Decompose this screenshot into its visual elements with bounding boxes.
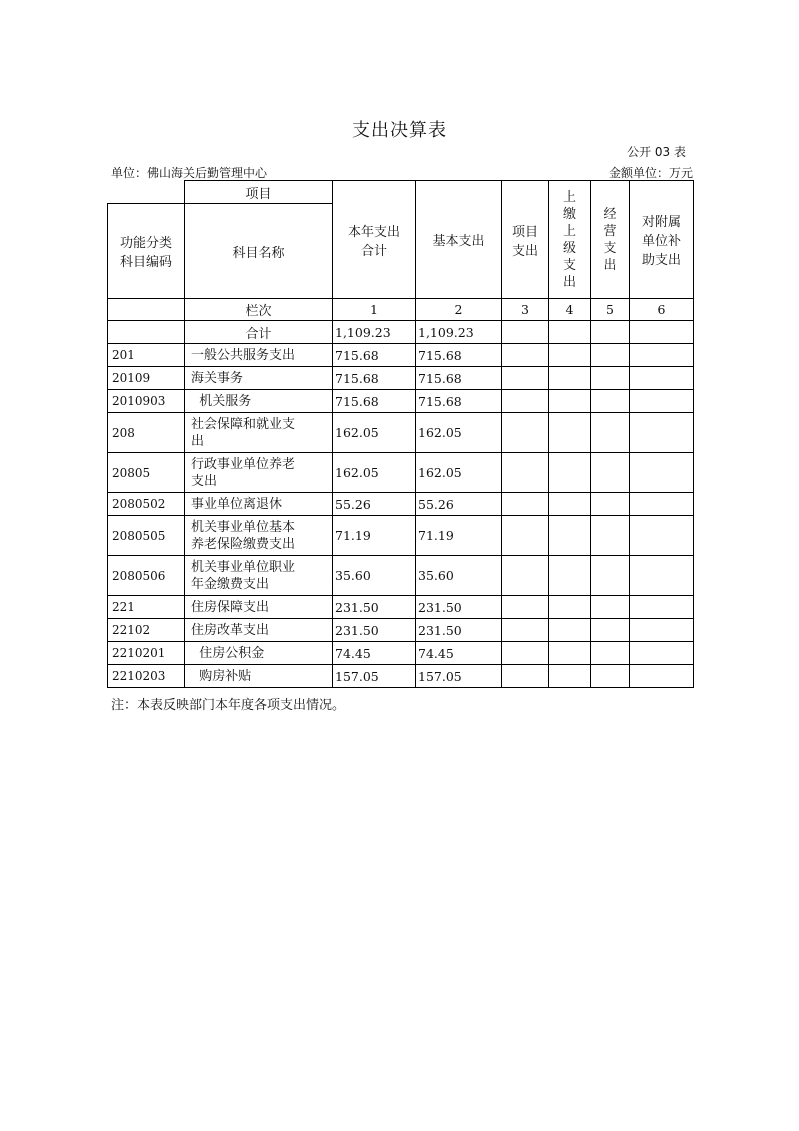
row-empty-cell <box>630 619 694 642</box>
row-total: 162.05 <box>333 453 416 493</box>
table-row <box>108 413 694 453</box>
row-subject-name-line: 行政事业单位养老 <box>191 456 296 472</box>
table-row <box>108 516 694 556</box>
amount-unit: 金额单位：万元 <box>608 166 693 180</box>
total-row <box>108 321 694 344</box>
table-row <box>108 619 694 642</box>
header-upper-payment-char: 上 <box>562 223 576 239</box>
row-empty-cell <box>549 619 591 642</box>
row-basic: 715.68 <box>416 367 502 390</box>
row-empty-cell <box>549 390 591 413</box>
row-code: 2210203 <box>108 665 185 688</box>
row-empty-cell <box>549 642 591 665</box>
row-empty-cell <box>630 344 694 367</box>
row-total: 715.68 <box>333 390 416 413</box>
row-code: 2210201 <box>108 642 185 665</box>
unit-name: 单位：佛山海关后勤管理中心 <box>111 166 268 180</box>
row-subject-name-line: 年金缴费支出 <box>191 576 270 592</box>
row-subject-name-line: 住房公积金 <box>191 645 265 661</box>
row-subject-name-line: 出 <box>191 433 205 449</box>
row-subject-name-line: 一般公共服务支出 <box>191 347 296 363</box>
row-subject-name <box>185 516 333 556</box>
header-subject-name: 科目名称 <box>185 204 333 299</box>
table-row <box>108 367 694 390</box>
row-empty-cell <box>630 642 694 665</box>
row-total: 55.26 <box>333 493 416 516</box>
row-subject-name <box>185 619 333 642</box>
row-empty-cell <box>502 453 549 493</box>
row-subject-name-line: 海关事务 <box>191 370 244 386</box>
row-empty-cell <box>549 453 591 493</box>
row-code: 2080506 <box>108 556 185 596</box>
header-subsidy-line2: 单位补 <box>641 234 681 249</box>
row-subject-name <box>185 596 333 619</box>
row-empty-cell <box>591 390 630 413</box>
table-row <box>108 390 694 413</box>
header-project-exp <box>502 181 549 299</box>
row-empty-cell <box>549 493 591 516</box>
row-subject-name <box>185 390 333 413</box>
header-func-code <box>108 204 185 299</box>
row-empty-cell <box>502 493 549 516</box>
table-row <box>108 556 694 596</box>
row-subject-name <box>185 556 333 596</box>
total-row-total: 1,109.23 <box>333 321 416 344</box>
column-index-2: 2 <box>416 299 502 321</box>
row-subject-name-line: 事业单位离退休 <box>191 496 283 512</box>
row-empty-cell <box>591 596 630 619</box>
header-project-exp-line1: 项目 <box>511 224 538 240</box>
table-row <box>108 493 694 516</box>
header-total <box>333 181 416 299</box>
row-empty-cell <box>630 413 694 453</box>
header-operating-char: 支 <box>603 240 617 256</box>
header-upper-payment-char: 出 <box>562 274 576 290</box>
row-empty-cell <box>549 516 591 556</box>
row-basic: 162.05 <box>416 413 502 453</box>
row-total: 71.19 <box>333 516 416 556</box>
row-empty-cell <box>549 367 591 390</box>
row-basic: 74.45 <box>416 642 502 665</box>
row-subject-name-line: 机关事业单位职业 <box>191 559 296 575</box>
total-row-empty-5 <box>591 321 630 344</box>
total-row-empty-6 <box>630 321 694 344</box>
column-index-label: 栏次 <box>185 299 333 321</box>
row-empty-cell <box>549 344 591 367</box>
header-upper-payment <box>549 181 591 299</box>
row-basic: 71.19 <box>416 516 502 556</box>
row-subject-name-line: 住房保障支出 <box>191 599 270 615</box>
row-basic: 157.05 <box>416 665 502 688</box>
row-empty-cell <box>591 413 630 453</box>
header-subsidy-line3: 助支出 <box>641 253 681 268</box>
total-row-blank <box>108 321 185 344</box>
row-empty-cell <box>502 665 549 688</box>
row-empty-cell <box>630 453 694 493</box>
row-code: 208 <box>108 413 185 453</box>
row-empty-cell <box>549 665 591 688</box>
expenditure-table <box>107 180 694 688</box>
row-code: 2080505 <box>108 516 185 556</box>
row-subject-name-line: 支出 <box>191 473 218 489</box>
row-empty-cell <box>630 665 694 688</box>
row-empty-cell <box>502 344 549 367</box>
header-upper-payment-char: 支 <box>562 257 576 273</box>
row-subject-name-line: 住房改革支出 <box>191 622 270 638</box>
column-index-4: 4 <box>549 299 591 321</box>
row-empty-cell <box>630 493 694 516</box>
table-row <box>108 665 694 688</box>
row-subject-name <box>185 493 333 516</box>
row-subject-name-line: 机关服务 <box>191 393 252 409</box>
header-operating <box>591 181 630 299</box>
table-row <box>108 642 694 665</box>
header-func-code-line1: 功能分类 <box>119 236 172 251</box>
row-empty-cell <box>591 556 630 596</box>
header-project: 项目 <box>185 181 333 204</box>
header-func-code-line2: 科目编码 <box>119 255 172 270</box>
header-operating-char: 出 <box>603 257 617 273</box>
header-upper-payment-char: 级 <box>562 240 576 256</box>
row-empty-cell <box>502 556 549 596</box>
row-empty-cell <box>549 596 591 619</box>
header-basic: 基本支出 <box>416 181 502 299</box>
row-empty-cell <box>630 556 694 596</box>
row-subject-name <box>185 413 333 453</box>
total-row-basic: 1,109.23 <box>416 321 502 344</box>
row-total: 157.05 <box>333 665 416 688</box>
row-empty-cell <box>591 516 630 556</box>
total-row-empty-3 <box>502 321 549 344</box>
header-upper-payment-char: 上 <box>562 189 576 205</box>
row-empty-cell <box>549 556 591 596</box>
table-number: 公开 03 表 <box>627 145 686 159</box>
row-subject-name-line: 购房补贴 <box>191 668 252 684</box>
row-empty-cell <box>591 642 630 665</box>
row-subject-name <box>185 642 333 665</box>
row-code: 201 <box>108 344 185 367</box>
row-basic: 715.68 <box>416 344 502 367</box>
row-basic: 55.26 <box>416 493 502 516</box>
header-operating-char: 经 <box>603 206 617 222</box>
row-code: 2010903 <box>108 390 185 413</box>
total-row-empty-4 <box>549 321 591 344</box>
row-empty-cell <box>591 619 630 642</box>
column-index-5: 5 <box>591 299 630 321</box>
table-row <box>108 453 694 493</box>
table-row <box>108 344 694 367</box>
row-subject-name-line: 社会保障和就业支 <box>191 416 296 432</box>
header-operating-char: 营 <box>603 223 617 239</box>
row-empty-cell <box>502 413 549 453</box>
row-empty-cell <box>591 493 630 516</box>
row-subject-name <box>185 665 333 688</box>
column-index-1: 1 <box>333 299 416 321</box>
row-code: 20805 <box>108 453 185 493</box>
row-empty-cell <box>591 665 630 688</box>
row-empty-cell <box>549 413 591 453</box>
header-subsidy <box>630 181 694 299</box>
row-total: 35.60 <box>333 556 416 596</box>
row-basic: 231.50 <box>416 619 502 642</box>
row-empty-cell <box>502 390 549 413</box>
row-code: 2080502 <box>108 493 185 516</box>
row-empty-cell <box>502 367 549 390</box>
row-basic: 231.50 <box>416 596 502 619</box>
row-subject-name <box>185 367 333 390</box>
row-total: 162.05 <box>333 413 416 453</box>
row-total: 231.50 <box>333 619 416 642</box>
row-basic: 35.60 <box>416 556 502 596</box>
header-subsidy-line1: 对附属 <box>641 215 681 230</box>
row-subject-name-line: 机关事业单位基本 <box>191 519 296 535</box>
row-empty-cell <box>502 596 549 619</box>
row-subject-name-line: 养老保险缴费支出 <box>191 536 296 552</box>
total-row-label: 合计 <box>185 321 333 344</box>
column-index-blank <box>108 299 185 321</box>
column-index-6: 6 <box>630 299 694 321</box>
row-code: 20109 <box>108 367 185 390</box>
header-upper-payment-char: 缴 <box>562 206 576 222</box>
header-total-line2: 合计 <box>360 243 387 259</box>
row-total: 231.50 <box>333 596 416 619</box>
row-subject-name <box>185 453 333 493</box>
row-code: 221 <box>108 596 185 619</box>
row-empty-cell <box>591 344 630 367</box>
row-subject-name <box>185 344 333 367</box>
row-code: 22102 <box>108 619 185 642</box>
row-empty-cell <box>630 596 694 619</box>
row-basic: 162.05 <box>416 453 502 493</box>
row-total: 74.45 <box>333 642 416 665</box>
row-total: 715.68 <box>333 367 416 390</box>
footnote: 注：本表反映部门本年度各项支出情况。 <box>111 698 346 713</box>
header-project-exp-line2: 支出 <box>511 243 538 259</box>
row-empty-cell <box>502 642 549 665</box>
column-index-3: 3 <box>502 299 549 321</box>
header-total-line1: 本年支出 <box>347 224 400 240</box>
row-empty-cell <box>630 390 694 413</box>
row-empty-cell <box>502 619 549 642</box>
row-basic: 715.68 <box>416 390 502 413</box>
table-row <box>108 596 694 619</box>
row-total: 715.68 <box>333 344 416 367</box>
row-empty-cell <box>591 367 630 390</box>
row-empty-cell <box>591 453 630 493</box>
header-blank <box>108 181 185 204</box>
page-title: 支出决算表 <box>352 120 447 141</box>
column-index-row <box>108 299 694 321</box>
row-empty-cell <box>630 516 694 556</box>
row-empty-cell <box>502 516 549 556</box>
row-empty-cell <box>630 367 694 390</box>
